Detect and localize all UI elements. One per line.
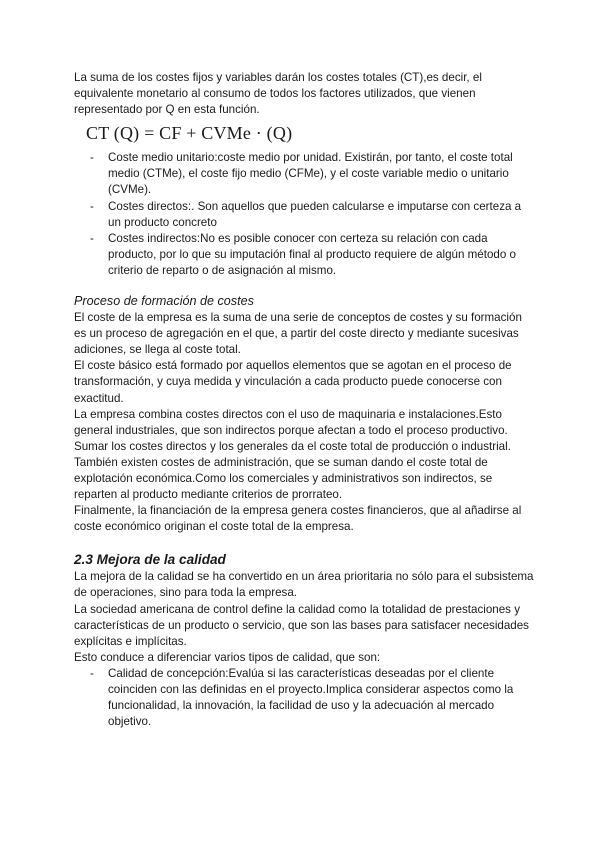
- paragraph: La mejora de la calidad se ha convertido en un área prioritaria no sólo para el subsistema de operaciones, sino para toda la empresa.: [74, 570, 534, 600]
- paragraph: También existen costes de administración, que se suman dando el coste total de explotación económica.Como los comerciales y administrativos son indirectos, se reparten al producto mediante criterios de prorrateo.: [74, 455, 493, 502]
- paragraph: La empresa combina costes directos con el uso de maquinaria e instalaciones.Esto general industriales, que son indirectos porque afectan a todo el proceso productivo. Sumar los costes directos y los generales da el coste total de producción o industrial.: [74, 407, 511, 453]
- total-cost-formula: CT (Q) = CF + CVMe · (Q): [86, 123, 293, 144]
- paragraph: Finalmente, la financiación de la empresa genera costes financieros, que al añadirse al coste económico originan el coste total de la empresa.: [74, 504, 522, 534]
- paragraph: El coste básico está formado por aquellos elementos que se agotan en el proceso de transformación, y cuya medida y vinculación a cada producto puede conocerse con exactitud.: [74, 359, 512, 405]
- list-item: - Coste medio unitario:coste medio por unidad. Existirán, por tanto, el coste total medio (CTMe), el coste fijo medio (CFMe), y el coste variable medio o unitario (CVMe).: [108, 150, 534, 198]
- paragraph: La sociedad americana de control define la calidad como la totalidad de prestaciones y características de un producto o servicio, que son las bases para satisfacer necesidades explícitas e implícitas.: [74, 602, 529, 648]
- list-item: - Calidad de concepción:Evalúa si las características deseadas por el cliente coinciden con las definidas en el proyecto.Implica considerar aspectos como la funcionalidad, la innovación, la facilidad de uso y la adecuación al mercado objetivo.: [108, 666, 534, 730]
- intro-paragraph: La suma de los costes fijos y variables darán los costes totales (CT),es decir, el equivalente monetario al consumo de todos los factores utilizados, que vienen representado por Q en esta función.: [74, 71, 482, 117]
- paragraph: Esto conduce a diferenciar varios tipos de calidad, que son:: [74, 650, 381, 664]
- list-item: - Costes indirectos:No es posible conocer con certeza su relación con cada producto, por lo que su imputación final al producto requiere de algún método o criterio de reparto o de asignación al mismo.: [108, 231, 534, 279]
- paragraph: El coste de la empresa es la suma de una serie de conceptos de costes y su formación es un proceso de agregación en el que, a partir del coste directo y mediante sucesivas adiciones, se llega al coste total.: [74, 311, 522, 357]
- section-heading: 2.3 Mejora de la calidad: [74, 552, 226, 568]
- document-page: [74, 70, 534, 730]
- cost-types-list: [74, 150, 534, 279]
- list-item: - Costes directos:. Son aquellos que pueden calcularse e imputarse con certeza a un producto concreto: [108, 199, 534, 231]
- quality-types-list: [74, 666, 534, 730]
- process-subtitle: Proceso de formación de costes: [74, 294, 254, 309]
